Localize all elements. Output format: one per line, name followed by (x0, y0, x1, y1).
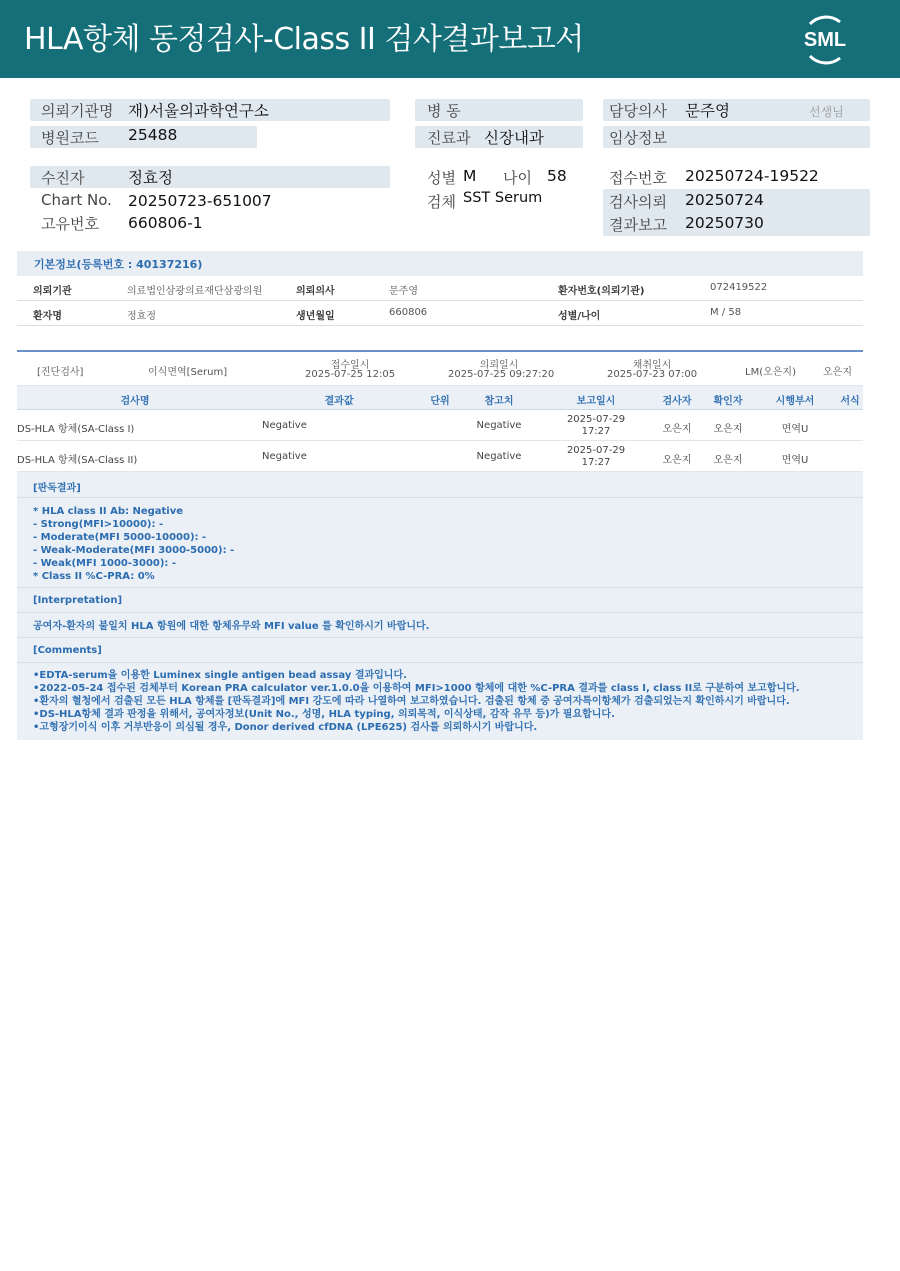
diagnosis-person: 오은지 (823, 367, 852, 378)
hospital-code-label: 병원코드 (41, 129, 99, 147)
basic-label: 성별/나이 (558, 311, 601, 322)
agency-label: 의뢰기관명 (41, 102, 114, 120)
basic-value: 정효정 (127, 311, 156, 322)
agency-value: 재)서울의과학연구소 (128, 102, 269, 120)
judgement-header (17, 472, 863, 498)
diagnosis-type: [진단검사] (37, 367, 84, 378)
tester: 오은지 (662, 455, 692, 466)
age-label: 나이 (503, 169, 532, 187)
comments-title: [Comments] (33, 645, 102, 656)
basic-info-title (17, 251, 863, 276)
basic-label: 환자번호(의뢰기관) (558, 286, 645, 297)
collected-label: 채취일시 (632, 360, 672, 371)
basic-label: 생년월일 (296, 311, 335, 322)
interpretation-header (17, 588, 863, 613)
col-header: 결과값 (324, 396, 354, 407)
checker: 오은지 (713, 455, 743, 466)
basic-label: 의뢰의사 (296, 286, 335, 297)
col-header: 보고일시 (576, 396, 616, 407)
specimen-value: SST Serum (463, 190, 543, 206)
col-header: 서식 (840, 396, 860, 407)
comments-header (17, 638, 863, 663)
report-label: 결과보고 (609, 216, 667, 234)
report-date: 2025-07-29 (566, 414, 626, 425)
doctor-suffix: 선생님 (809, 105, 844, 119)
test-result: Negative (262, 451, 307, 462)
chart-value: 20250723-651007 (128, 192, 272, 210)
age-value: 58 (547, 167, 567, 185)
comment-line: •고형장기이식 이후 거부반응이 의심될 경우, Donor derived cfDNA (LPE625) 검사를 의뢰하시기 바랍니다. (33, 722, 538, 733)
basic-info-row (17, 276, 863, 301)
col-header: 검사명 (120, 396, 150, 407)
test-ref: Negative (476, 420, 522, 431)
table-row (17, 410, 863, 441)
comment-line: •EDTA-serum을 이용한 Luminex single antigen bead assay 결과입니다. (33, 670, 407, 681)
judgement-line: - Moderate(MFI 5000-10000): - (33, 532, 207, 543)
basic-label: 환자명 (33, 311, 62, 322)
interpretation-title: [Interpretation] (33, 595, 123, 606)
dept-label: 진료과 (427, 129, 471, 147)
received-label: 접수일시 (330, 360, 370, 371)
performing-dept: 면역U (781, 424, 809, 435)
receipt-label: 접수번호 (609, 169, 667, 187)
judgement-line: * Class II %C-PRA: 0% (33, 571, 155, 582)
doctor-value: 문주영 (685, 102, 730, 120)
doctor-label: 담당의사 (609, 102, 667, 120)
comment-line: •2022-05-24 접수된 검체부터 Korean PRA calculator ver.1.0.0을 이용하여 MFI>1000 항체에 대한 %C-PRA 결과를 class I, class II로 구분하여 보고합니다. (33, 683, 800, 694)
collected-value: 2025-07-23 07:00 (607, 369, 698, 380)
basic-value: 072419522 (710, 282, 768, 293)
diagnosis-row (17, 352, 863, 386)
table-row (17, 441, 863, 472)
logo-text: SML (803, 29, 847, 51)
comment-line: •DS-HLA항체 결과 판정을 위해서, 공여자정보(Unit No., 성명, HLA typing, 의뢰목적, 이식상태, 감작 유무 등)가 필요합니다. (33, 709, 615, 720)
basic-value: 문주영 (389, 286, 418, 297)
ward-label: 병 동 (427, 102, 461, 120)
request-label: 검사의뢰 (609, 193, 667, 211)
requested-label: 의뢰일시 (479, 360, 519, 371)
judgement-line: - Strong(MFI>10000): - (33, 519, 164, 530)
dept-value: 신장내과 (484, 129, 544, 147)
basic-info-title-text: 기본정보(등록번호 : 40137216) (34, 258, 203, 271)
hospital-code-value: 25488 (128, 126, 178, 144)
judgement-body (17, 498, 863, 588)
basic-label: 의뢰기관 (33, 286, 72, 297)
requested-value: 2025-07-25 09:27:20 (448, 369, 555, 380)
col-header: 단위 (430, 396, 450, 407)
basic-value: M / 58 (710, 307, 742, 318)
report-value: 20250730 (685, 214, 764, 232)
clinical-label: 임상정보 (609, 129, 667, 147)
results-table-header (17, 386, 863, 410)
interpretation-body (17, 613, 863, 638)
request-value: 20250724 (685, 191, 764, 209)
col-header: 검사자 (662, 396, 692, 407)
col-header: 참고치 (484, 396, 514, 407)
sex-label: 성별 (427, 169, 456, 187)
specimen-label: 검체 (427, 193, 456, 211)
test-result: Negative (262, 420, 307, 431)
report-time: 17:27 (581, 457, 611, 468)
comment-line: •환자의 혈청에서 검출된 모든 HLA 항체를 [판독결과]에 MFI 강도에 따라 나열하여 보고하였습니다. 검출된 항체 중 공여자특이항체가 검출되었는지 확인하시기 바랍니다. (33, 696, 790, 707)
report-date: 2025-07-29 (566, 445, 626, 456)
sex-value: M (463, 167, 477, 185)
receipt-value: 20250724-19522 (685, 167, 819, 185)
basic-info-row (17, 301, 863, 326)
comments-body (17, 663, 863, 740)
report-header (0, 0, 900, 78)
diagnosis-lm: LM(오은지) (745, 367, 796, 378)
performing-dept: 면역U (781, 455, 809, 466)
unique-label: 고유번호 (41, 215, 99, 233)
test-ref: Negative (476, 451, 522, 462)
sml-logo-icon (796, 12, 854, 66)
patient-value: 정효정 (128, 169, 173, 187)
col-header: 확인자 (713, 396, 743, 407)
judgement-line: * HLA class II Ab: Negative (33, 506, 184, 517)
col-header: 시행부서 (775, 396, 815, 407)
basic-value: 660806 (389, 307, 428, 318)
diagnosis-dept: 이식면역[Serum] (148, 367, 228, 378)
tester: 오은지 (662, 424, 692, 435)
report-title: HLA항체 동정검사-Class II 검사결과보고서 (24, 22, 584, 57)
unique-value: 660806-1 (128, 214, 203, 232)
judgement-line: - Weak(MFI 1000-3000): - (33, 558, 177, 569)
test-name: DS-HLA 항체(SA-Class II) (17, 455, 138, 466)
judgement-line: - Weak-Moderate(MFI 3000-5000): - (33, 545, 235, 556)
judgement-title: [판독결과] (33, 483, 81, 494)
chart-label: Chart No. (41, 191, 112, 209)
test-name: DS-HLA 항체(SA-Class I) (17, 424, 135, 435)
basic-value: 의료법인삼광의료재단삼광의원 (127, 286, 263, 297)
received-value: 2025-07-25 12:05 (305, 369, 396, 380)
patient-label: 수진자 (41, 169, 85, 187)
interpretation-text: 공여자-환자의 불일치 HLA 항원에 대한 항체유무와 MFI value 를 확인하시기 바랍니다. (33, 621, 430, 632)
checker: 오은지 (713, 424, 743, 435)
report-time: 17:27 (581, 426, 611, 437)
